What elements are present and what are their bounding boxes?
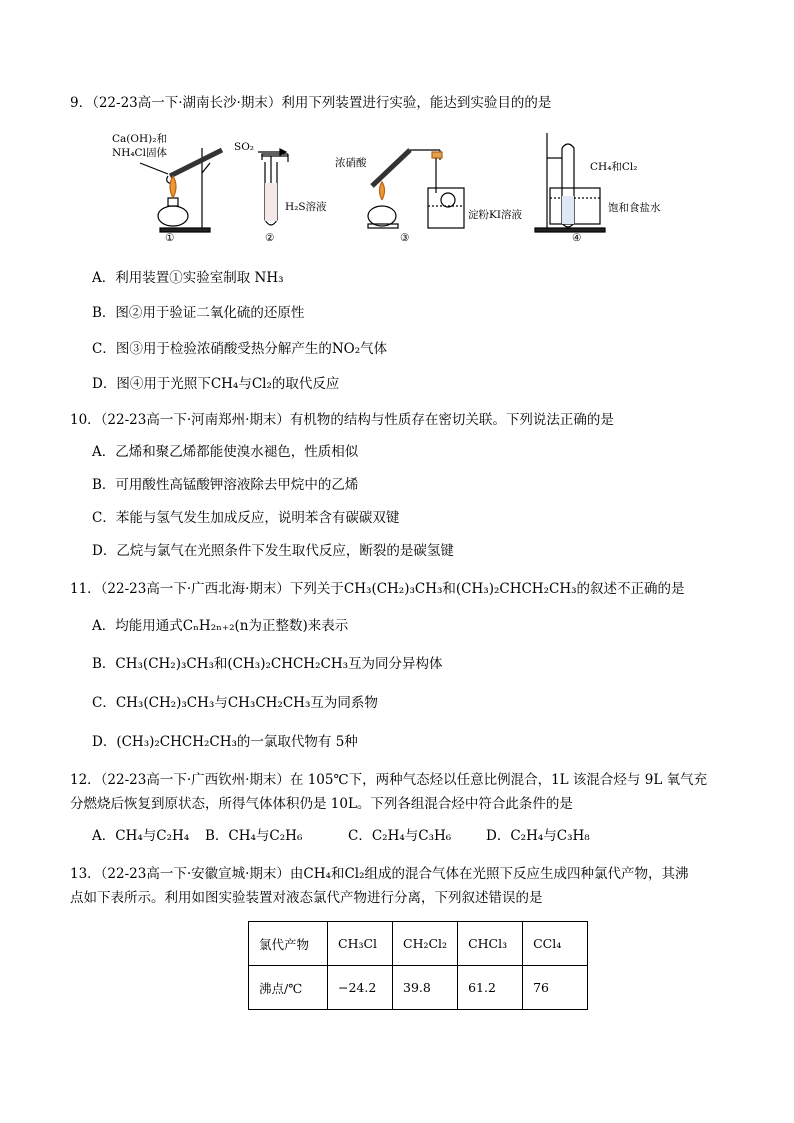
table-cell: CHCl₃	[458, 922, 523, 966]
q12-stem-line1: 12．（22-23高一下·广西钦州·期末）在 105℃下，两种气态烃以任意比例混合，1L 该混合烃与 9L 氧气充	[70, 772, 708, 788]
label-n4: ④	[572, 232, 582, 243]
table-row	[249, 922, 588, 966]
label-so2: SO₂	[234, 141, 255, 153]
q10-stem: 10．（22-23高一下·河南郑州·期末）有机物的结构与性质存在密切关联。下列说法正确的是	[70, 412, 614, 428]
table-cell: 61.2	[458, 966, 523, 1010]
q9-option-b: B．图②用于验证二氧化硫的还原性	[92, 305, 305, 321]
q10-option-c: C．苯能与氢气发生加成反应，说明苯含有碳碳双键	[92, 510, 400, 526]
boiling-point-table	[248, 921, 588, 1010]
q10-option-b: B．可用酸性高锰酸钾溶液除去甲烷中的乙烯	[92, 477, 359, 493]
apparatus-1	[140, 148, 222, 232]
label-hno3: 浓硝酸	[335, 157, 367, 169]
apparatus-2	[258, 149, 288, 225]
table-cell: −24.2	[328, 966, 393, 1010]
table-cell: 76	[523, 966, 588, 1010]
table-header-bp: 沸点/℃	[249, 966, 328, 1010]
label-caoh2: Ca(OH)₂和	[112, 133, 167, 145]
q9-option-c: C．图③用于检验浓硝酸受热分解产生的NO₂气体	[92, 341, 388, 357]
q12-option-c: C．C₂H₄与C₃H₆	[348, 828, 452, 844]
table-row	[249, 966, 588, 1010]
label-n3: ③	[400, 232, 410, 243]
label-n2: ②	[265, 232, 275, 243]
q11-option-d: D．(CH₃)₂CHCH₂CH₃的一氯取代物有 5种	[92, 734, 358, 750]
table-cell: CH₂Cl₂	[393, 922, 458, 966]
q11-option-b: B．CH₃(CH₂)₃CH₃和(CH₃)₂CHCH₂CH₃互为同分异构体	[92, 656, 443, 672]
q12-option-d: D．C₂H₄与C₃H₈	[486, 828, 590, 844]
q10-option-a: A．乙烯和聚乙烯都能使溴水褪色，性质相似	[92, 444, 359, 460]
q12-stem-line2: 分燃烧后恢复到原状态，所得气体体积仍是 10L。下列各组混合烃中符合此条件的是	[70, 796, 573, 812]
table-cell: CCl₄	[523, 922, 588, 966]
apparatus-4	[535, 133, 605, 232]
q11-option-a: A．均能用通式CₙH₂ₙ₊₂(n为正整数)来表示	[92, 618, 349, 634]
apparatus-3	[368, 150, 464, 228]
label-nh4cl: NH₄Cl固体	[112, 147, 167, 159]
q9-option-d: D．图④用于光照下CH₄与Cl₂的取代反应	[92, 376, 340, 392]
q11-option-c: C．CH₃(CH₂)₃CH₃与CH₃CH₂CH₃互为同系物	[92, 695, 378, 711]
label-ch4cl2: CH₄和Cl₂	[590, 161, 638, 173]
q13-stem-line1: 13．（22-23高一下·安徽宣城·期末）由CH₄和Cl₂组成的混合气体在光照下反应生成四种氯代产物，其沸	[70, 866, 689, 882]
label-h2s: H₂S溶液	[285, 201, 327, 213]
q12-option-a: A．CH₄与C₂H₄	[92, 828, 190, 844]
q9-option-a: A．利用装置①实验室制取 NH₃	[92, 270, 284, 286]
label-nacl: 饱和食盐水	[608, 202, 661, 214]
table-header-product: 氯代产物	[249, 922, 328, 966]
label-n1: ①	[165, 232, 175, 243]
table-cell: CH₃Cl	[328, 922, 393, 966]
q9-apparatus-figure	[110, 128, 690, 243]
label-ki: 淀粉KI溶液	[468, 209, 522, 221]
q11-stem: 11．（22-23高一下·广西北海·期末）下列关于CH₃(CH₂)₃CH₃和(CH₃)₂CHCH₂CH₃的叙述不正确的是	[70, 581, 685, 597]
q9-stem: 9．（22-23高一下·湖南长沙·期末）利用下列装置进行实验，能达到实验目的的是	[70, 95, 552, 111]
table-cell: 39.8	[393, 966, 458, 1010]
q10-option-d: D．乙烷与氯气在光照条件下发生取代反应，断裂的是碳氢键	[92, 543, 454, 559]
q12-option-b: B．CH₄与C₂H₆	[205, 828, 303, 844]
q13-stem-line2: 点如下表所示。利用如图实验装置对液态氯代产物进行分离，下列叙述错误的是	[70, 890, 543, 906]
